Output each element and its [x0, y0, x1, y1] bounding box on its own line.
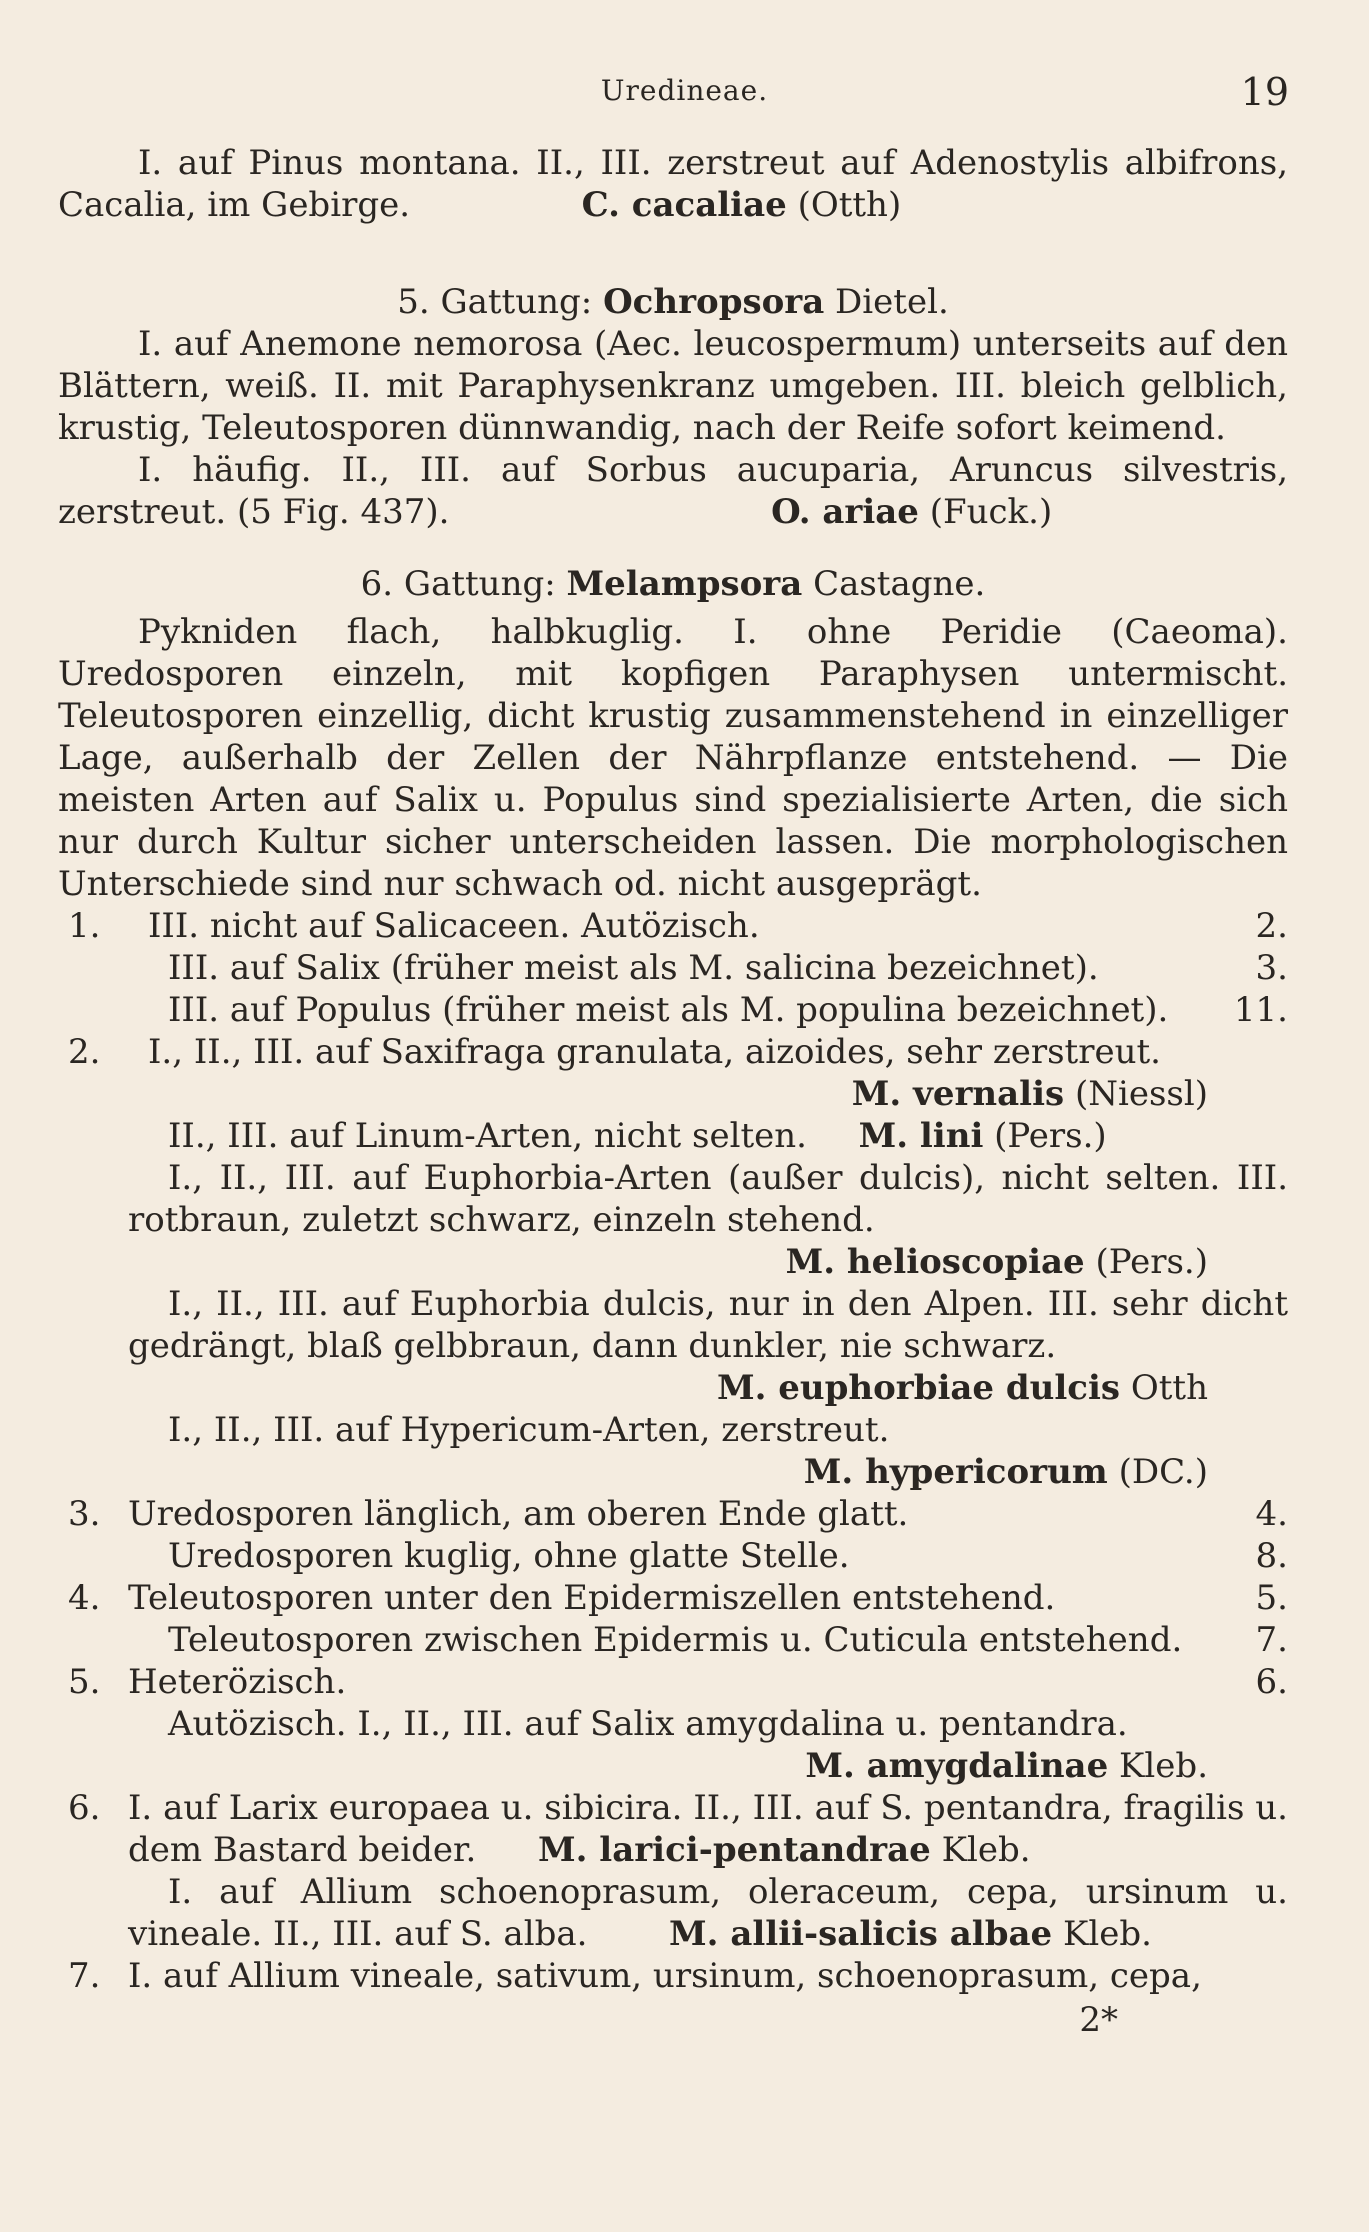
key-text: I. auf Allium schoenoprasum, oleraceum, cepa, ursinum u. vineale. II., III. auf S. alba. [128, 1872, 1288, 1954]
species-author: (DC.) [1118, 1452, 1208, 1492]
key-number: 4. [68, 1578, 101, 1618]
key-text: Autözisch. I., II., III. auf Salix amygdalina u. pentandra. [168, 1704, 1128, 1744]
species-name: O. ariae [771, 492, 919, 532]
key-number: 2. [68, 1032, 101, 1072]
key-line-6 [58, 1787, 1288, 1871]
species-line [128, 1241, 1288, 1283]
key-number: 3. [68, 1494, 101, 1534]
genus-name: Ochropsora [603, 282, 825, 322]
coleosporium-entry [58, 142, 1288, 226]
key-ref: 2. [1255, 906, 1288, 946]
key-number: 7. [68, 1956, 101, 1996]
species-line [148, 1073, 1288, 1115]
key-ref: 6. [1255, 1662, 1288, 1702]
key-ref: 7. [1255, 1620, 1288, 1660]
key-line-1c [58, 989, 1288, 1031]
key-line-7 [58, 1955, 1288, 1997]
species-name: M. allii-salicis albae [669, 1914, 1053, 1954]
key-ref: 3. [1255, 948, 1288, 988]
key-line-5b [58, 1703, 1288, 1787]
key-ref: 4. [1255, 1494, 1288, 1534]
key-text: Heterözisch. [128, 1662, 347, 1702]
key-ref: 5. [1255, 1578, 1288, 1618]
species-author: Kleb. [941, 1830, 1031, 1870]
key-line-2e [58, 1409, 1288, 1493]
species-author: (Pers.) [1095, 1242, 1208, 1282]
key-text: I. auf Larix europaea u. sibicira. II., III. auf S. pentandra, fragilis u. dem Bastard beider. [128, 1788, 1288, 1870]
page-number: 19 [1240, 70, 1289, 114]
species-author: (Fuck.) [929, 492, 1053, 532]
species-name: M. euphorbiae dulcis [716, 1368, 1121, 1408]
key-line-2d [58, 1283, 1288, 1409]
species-name: M. helioscopiae [785, 1242, 1085, 1282]
key-text: I., II., III. auf Euphorbia-Arten (außer dulcis), nicht selten. III. rotbraun, zuletzt schwarz, einzeln stehend. [128, 1158, 1288, 1240]
page-body [58, 142, 1288, 2041]
genus-author: Dietel. [835, 282, 949, 322]
key-ref: 11. [1233, 990, 1288, 1030]
running-head: Uredineae. [600, 74, 769, 107]
key-text: I., II., III. auf Hypericum-Arten, zerstreut. [168, 1410, 890, 1450]
key-number: 1. [68, 906, 101, 946]
key-text: I., II., III. auf Euphorbia dulcis, nur in den Alpen. III. sehr dicht gedrängt, blaß gelbbraun, dann dunkler, nie schwarz. [128, 1284, 1288, 1366]
key-line-4b [58, 1619, 1288, 1661]
key-line-3b [58, 1535, 1288, 1577]
genus-prefix: 5. Gattung: [397, 282, 593, 322]
key-number: 5. [68, 1662, 101, 1702]
species-name: M. amygdalinae [805, 1746, 1109, 1786]
species-line [168, 1451, 1288, 1493]
species-line [128, 1367, 1288, 1409]
key-line-6b [58, 1871, 1288, 1955]
species-name: M. larici-pentandrae [538, 1830, 931, 1870]
species-name: M. vernalis [851, 1074, 1065, 1114]
key-line-2 [58, 1031, 1288, 1115]
key-line-1 [58, 905, 1288, 947]
ochropsora-occurrence [58, 449, 1288, 533]
key-text: Teleutosporen unter den Epidermiszellen entstehend. [128, 1578, 1056, 1618]
key-text: Uredosporen länglich, am oberen Ende glatt. [128, 1494, 909, 1534]
genus-heading-ochropsora [58, 281, 1288, 323]
melampsora-description: Pykniden flach, halbkuglig. I. ohne Peridie (Caeoma). Uredosporen einzeln, mit kopfigen Paraphysen untermischt. Teleutosporen einzellig, dicht krustig zusammenstehend in einzelliger Lage, außerhalb der Zellen der Nährpflanze entstehend. — Die meisten Arten auf Salix u. Populus sind spezialisierte Arten, die sich nur durch Kultur sicher unterscheiden lassen. Die morphologischen Unterschiede sind nur schwach od. nicht ausgeprägt. [58, 612, 1288, 904]
key-number: 6. [68, 1788, 101, 1828]
key-text: Uredosporen kuglig, ohne glatte Stelle. [168, 1536, 850, 1576]
key-ref: 8. [1255, 1536, 1288, 1576]
key-text: I. auf Allium vineale, sativum, ursinum, schoenoprasum, cepa, [128, 1956, 1202, 1996]
key-line-3 [58, 1493, 1288, 1535]
page-header [0, 70, 1369, 120]
key-line-5 [58, 1661, 1288, 1703]
entry-text: I. auf Pinus montana. II., III. zerstreut auf Adenostylis albifrons, Cacalia, im Gebirge. [58, 143, 1288, 225]
key-line-2c [58, 1157, 1288, 1283]
signature-mark: 2* [1079, 2000, 1118, 2040]
species-name: M. hypericorum [803, 1452, 1108, 1492]
key-text: II., III. auf Linum-Arten, nicht selten. [168, 1116, 807, 1156]
genus-author: Castagne. [813, 564, 986, 604]
species-author: (Pers.) [994, 1116, 1107, 1156]
key-text: III. nicht auf Salicaceen. Autözisch. [148, 906, 760, 946]
key-text: III. auf Salix (früher meist als M. salicina bezeichnet). [168, 948, 1099, 988]
species-author: Otth [1130, 1368, 1208, 1408]
key-text: III. auf Populus (früher meist als M. populina bezeichnet). [168, 990, 1169, 1030]
species-author: Kleb. [1119, 1746, 1208, 1786]
key-line-2b [58, 1115, 1288, 1157]
key-text: I., II., III. auf Saxifraga granulata, aizoides, sehr zerstreut. [148, 1032, 1161, 1072]
genus-prefix: 6. Gattung: [360, 564, 556, 604]
species-line [168, 1745, 1288, 1787]
species-name: M. lini [858, 1116, 984, 1156]
species-author: (Otth) [797, 185, 902, 225]
ochropsora-description: I. auf Anemone nemorosa (Aec. leucospermum) unterseits auf den Blättern, weiß. II. mit Paraphysenkranz umgeben. III. bleich gelblich, krustig, Teleutosporen dünnwandig, nach der Reife sofort keimend. [58, 324, 1288, 448]
key-line-4 [58, 1577, 1288, 1619]
key-text: Teleutosporen zwischen Epidermis u. Cuticula entstehend. [168, 1620, 1183, 1660]
key-line-1b [58, 947, 1288, 989]
genus-name: Melampsora [566, 564, 803, 604]
species-author: (Niessl) [1074, 1074, 1208, 1114]
species-author: Kleb. [1062, 1914, 1152, 1954]
occurrence-text: I. häufig. II., III. auf Sorbus aucuparia, Aruncus silvestris, zerstreut. (5 Fig. 437). [58, 450, 1288, 532]
species-name: C. cacaliae [581, 185, 787, 225]
genus-heading-melampsora [58, 563, 1288, 605]
